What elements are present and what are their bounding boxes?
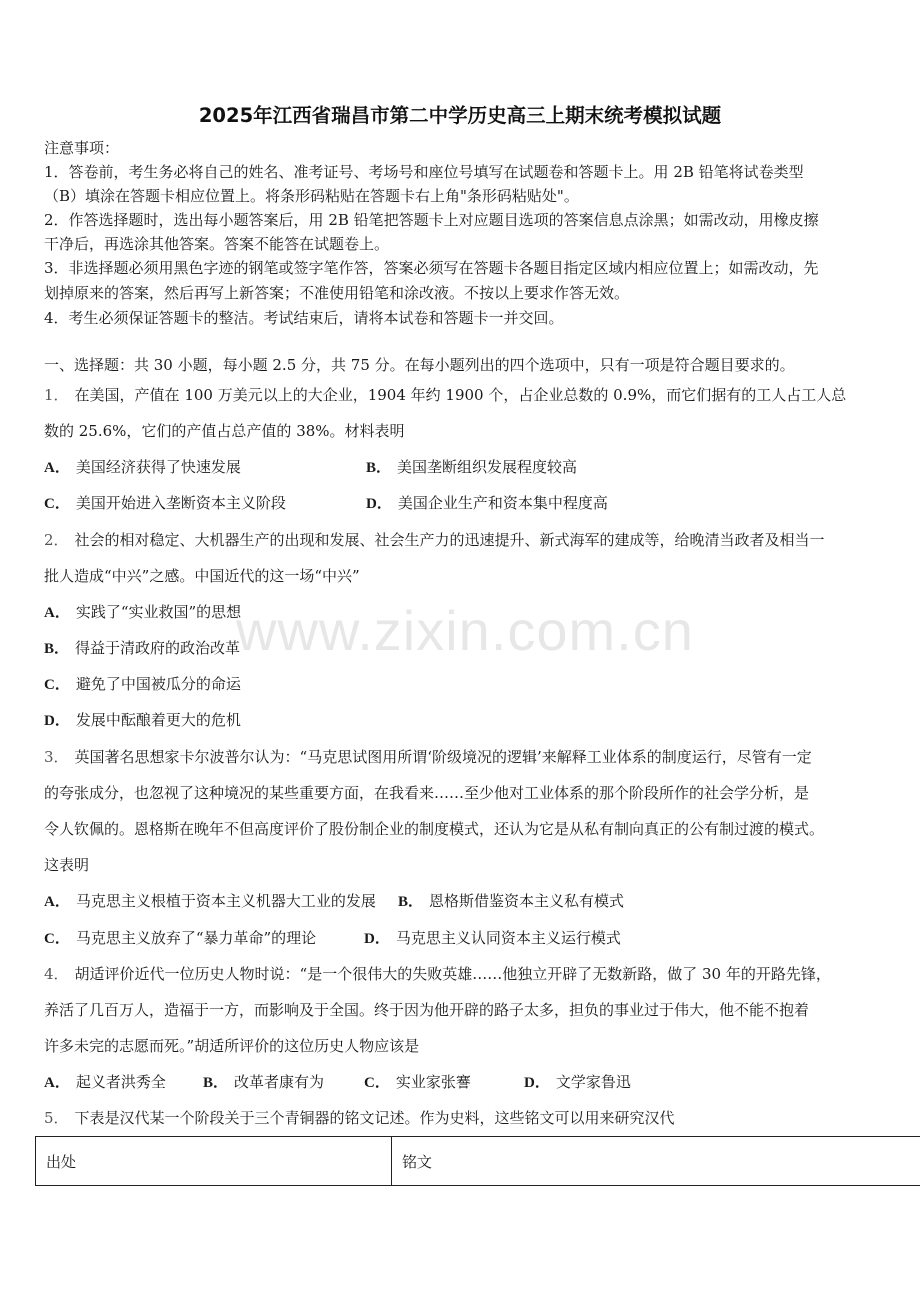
watermark: www.zixin.com.cn (236, 599, 694, 662)
notes-line: （B）填涂在答题卡相应位置上。将条形码粘贴在答题卡右上角"条形码粘贴处"。 (44, 187, 579, 205)
question-text: 在美国，产值在 100 万美元以上的大企业，1904 年约 1900 个，占企业总数的 0.9%，而它们据有的工人占工人总 (74, 386, 847, 404)
notes-line: 1．答卷前，考生务必将自己的姓名、准考证号、考场号和座位号填写在试题卷和答题卡上。用 2B 铅笔将试卷类型 (44, 163, 804, 181)
option-c[interactable]: C． 避免了中国被瓜分的命运 (44, 675, 241, 693)
option-b[interactable]: B． 恩格斯借鉴资本主义私有模式 (398, 892, 625, 910)
option-a[interactable]: A． 实践了“实业救国”的思想 (44, 603, 242, 621)
option-d[interactable]: D． 马克思主义认同资本主义运行模式 (364, 929, 621, 947)
section-heading: 一、选择题：共 30 小题，每小题 2.5 分，共 75 分。在每小题列出的四个选项中，只有一项是符合题目要求的。 (44, 356, 795, 374)
option-a[interactable]: A． 马克思主义根植于资本主义机器大工业的发展 (44, 892, 376, 910)
question-number: 3． (44, 748, 69, 766)
question-2-line (44, 531, 825, 549)
question-4-line: 许多未完的志愿而死。”胡适所评价的这位历史人物应该是 (44, 1037, 420, 1055)
notes-line: 2．作答选择题时，选出每小题答案后，用 2B 铅笔把答题卡上对应题目选项的答案信息点涂黑；如需改动，用橡皮擦 (44, 211, 819, 229)
table-header-cell: 铭文 (392, 1137, 920, 1186)
question-3-line (44, 748, 812, 766)
notes-line: 3．非选择题必须用黑色字迹的钢笔或签字笔作答，答案必须写在答题卡各题目指定区域内相应位置上；如需改动，先 (44, 259, 819, 277)
question-number: 1． (44, 386, 69, 404)
question-number: 2． (44, 531, 69, 549)
source-table (35, 1136, 920, 1186)
option-c[interactable]: C． 马克思主义放弃了“暴力革命”的理论 (44, 929, 317, 947)
option-d[interactable]: D． 文学家鲁迅 (524, 1073, 631, 1091)
question-1-line: 数的 25.6%，它们的产值占总产值的 38%。材料表明 (44, 422, 405, 440)
notes-line: 划掉原来的答案，然后再写上新答案；不准使用铅笔和涂改液。不按以上要求作答无效。 (44, 284, 630, 302)
option-d[interactable]: D． 美国企业生产和资本集中程度高 (366, 494, 608, 512)
notes-line: 干净后，再选涂其他答案。答案不能答在试题卷上。 (44, 235, 390, 253)
page-title: 2025年江西省瑞昌市第二中学历史高三上期末统考模拟试题 (198, 104, 722, 127)
question-number: 4． (44, 965, 69, 983)
question-5-line (44, 1109, 675, 1127)
option-d[interactable]: D． 发展中酝酿着更大的危机 (44, 711, 241, 729)
option-c[interactable]: C． 实业家张謇 (364, 1073, 471, 1091)
option-a[interactable]: A． 美国经济获得了快速发展 (44, 458, 241, 476)
question-4-line: 养活了几百万人，造福于一方，而影响及于全国。终于因为他开辟的路子太多，担负的事业过于伟大，他不能不抱着 (44, 1001, 810, 1019)
table-row (36, 1137, 920, 1186)
option-c[interactable]: C． 美国开始进入垄断资本主义阶段 (44, 494, 286, 512)
question-text: 社会的相对稳定、大机器生产的出现和发展、社会生产力的迅速提升、新式海军的建成等，给晚清当政者及相当一 (74, 531, 825, 549)
question-3-line: 的夸张成分，也忽视了这种境况的某些重要方面，在我看来……至少他对工业体系的那个阶段所作的社会学分析，是 (44, 784, 810, 802)
question-3-line: 令人钦佩的。恩格斯在晚年不但高度评价了股份制企业的制度模式，还认为它是从私有制向真正的公有制过渡的模式。 (44, 820, 825, 838)
notes-heading: 注意事项： (44, 139, 120, 157)
question-1-line (44, 386, 846, 404)
option-b[interactable]: B． 美国垄断组织发展程度较高 (366, 458, 578, 476)
question-text: 下表是汉代某一个阶段关于三个青铜器的铭文记述。作为史料，这些铭文可以用来研究汉代 (74, 1109, 675, 1127)
option-b[interactable]: B． 改革者康有为 (203, 1073, 325, 1091)
question-text: 英国著名思想家卡尔波普尔认为：“马克思试图用所谓‘阶级境况的逻辑’来解释工业体系的制度运行，尽管有一定 (74, 748, 812, 766)
option-a[interactable]: A． 起义者洪秀全 (44, 1073, 166, 1091)
option-b[interactable]: B． 得益于清政府的政治改革 (44, 639, 241, 657)
question-text: 胡适评价近代一位历史人物时说：“是一个很伟大的失败英雄……他独立开辟了无数新路，做了 30 年的开路先锋， (74, 965, 831, 983)
notes-line: 4．考生必须保证答题卡的整洁。考试结束后，请将本试卷和答题卡一并交回。 (44, 309, 564, 327)
table-header-cell: 出处 (36, 1137, 392, 1186)
question-2-line: 批人造成“中兴”之感。中国近代的这一场“中兴” (44, 567, 360, 585)
question-3-line: 这表明 (44, 856, 90, 874)
question-4-line (44, 965, 831, 983)
question-number: 5． (44, 1109, 69, 1127)
